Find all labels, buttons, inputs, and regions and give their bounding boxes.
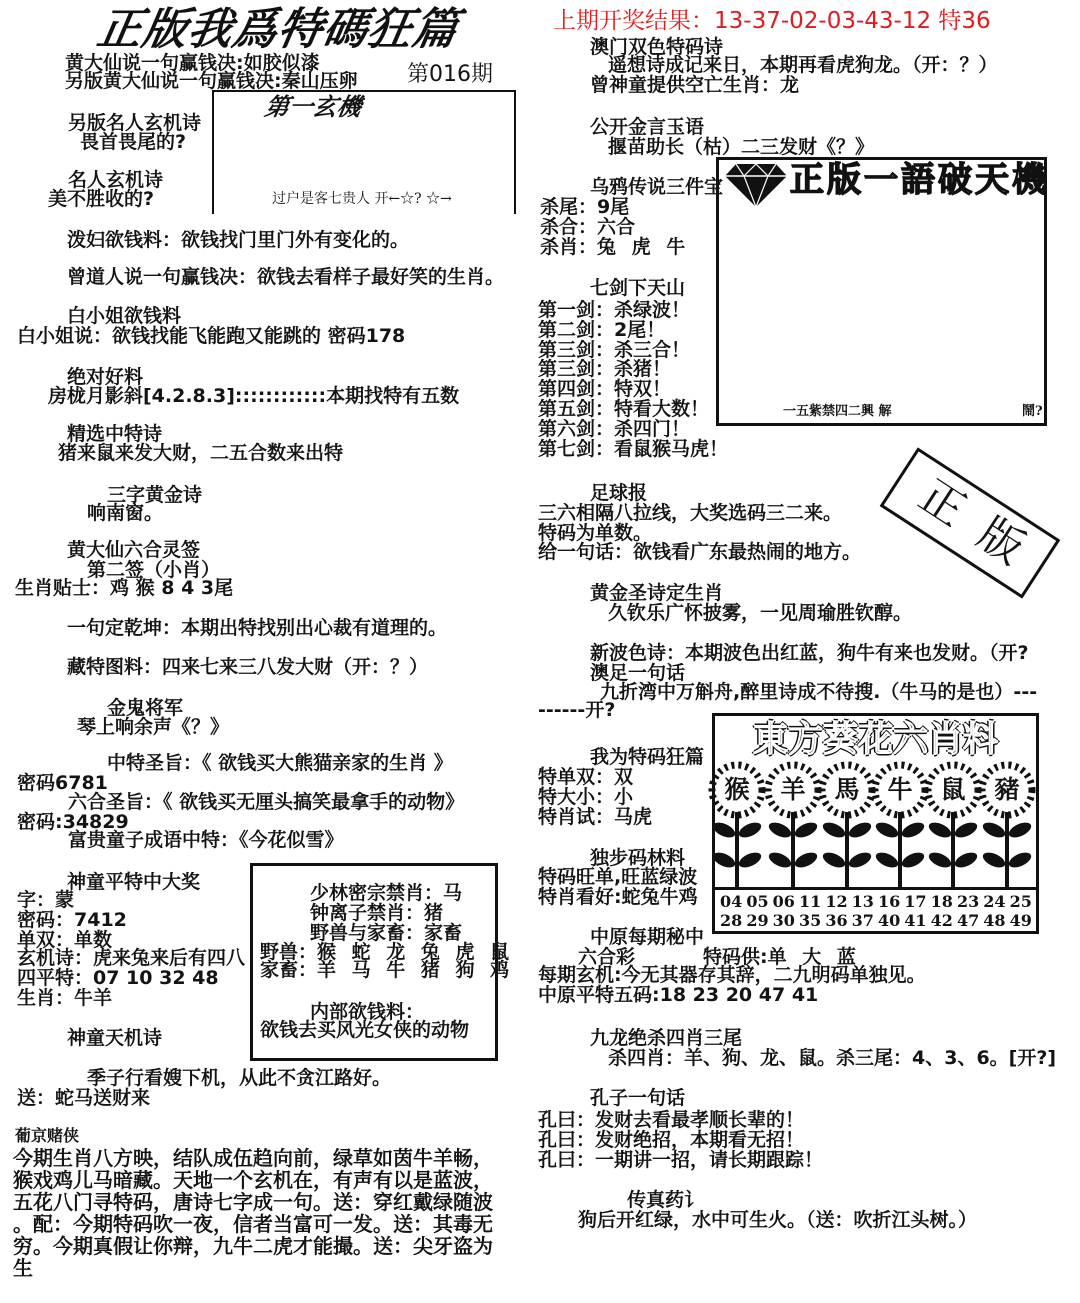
edict-code: 密码:34829 bbox=[17, 811, 129, 833]
number: 30 bbox=[772, 911, 795, 930]
sunflower-title: 東方葵花六肖料 bbox=[752, 720, 998, 760]
xuanji-riddle: 过户是客七贵人 开←☆? ☆→ bbox=[272, 191, 452, 207]
number: 24 bbox=[983, 892, 1006, 911]
tianji-title: 正版一語破天機 bbox=[790, 160, 1049, 200]
one-phrase: 一句定乾坤：本期出特找别出心裁有道理的。 bbox=[67, 617, 448, 639]
prodigy-title: 神童平特中大奖 bbox=[67, 871, 201, 893]
three-char-poem-title: 三字黄金诗 bbox=[107, 484, 203, 506]
zodiac-char: 馬 bbox=[834, 775, 860, 804]
macau-football-line: 九折湾中万斛舟,醉里诗成不待搜.（牛马的是也）--- bbox=[600, 681, 1038, 703]
selected-poem-title: 精选中特诗 bbox=[67, 423, 163, 445]
gambler-title: 葡京赌侠 bbox=[15, 1126, 80, 1145]
macau-poem-title: 澳门双色特码诗 bbox=[590, 36, 724, 58]
miss-bai-title: 白小姐欲钱料 bbox=[67, 305, 182, 327]
number: 42 bbox=[930, 911, 953, 930]
unique-line: 特码旺单,旺蓝绿波 bbox=[538, 866, 698, 888]
football-line: 三六相隔八拉线，大奖选码三二来。 bbox=[538, 502, 843, 524]
edict-code: 密码6781 bbox=[17, 772, 108, 794]
number: 11 bbox=[798, 892, 822, 911]
number: 04 bbox=[720, 892, 743, 911]
crow-title: 乌鸦传说三件宝 bbox=[590, 176, 724, 198]
shaolin-line: 野兽与家畜：家畜 bbox=[310, 922, 463, 944]
gambler-line: 。配：今期特码吹一夜，信者当富可一发。送：其毒无 bbox=[13, 1212, 493, 1236]
number: 47 bbox=[956, 911, 980, 930]
idiom-tip: 富贵童子成语中特：《今花似雪》 bbox=[68, 829, 344, 851]
sunflower-icon bbox=[817, 760, 877, 890]
absolute-tip-title: 绝对好料 bbox=[67, 366, 144, 388]
sword-line: 第一剑：杀绿波！ bbox=[538, 299, 691, 321]
fax-text: 狗后开红绿，水中可生火。（送：吹折江头树。） bbox=[578, 1209, 978, 1231]
shrew-tip: 泼妇欲钱料：欲钱找门里门外有变化的。 bbox=[67, 229, 410, 251]
prodigy-line: 玄机诗：虎来兔来后有四八 bbox=[17, 947, 246, 969]
nine-dragons-title: 九龙绝杀四肖三尾 bbox=[590, 1027, 743, 1049]
sunflower-icon bbox=[763, 760, 823, 890]
famous-poem-answer: 美不胜收的? bbox=[48, 188, 155, 210]
zhongyuan-title: 中原每期秘中 bbox=[590, 926, 705, 948]
gold-ghost-text: 琴上响余声《？》 bbox=[77, 716, 230, 738]
zodiac-char: 豬 bbox=[994, 775, 1020, 804]
sword-line: 第四剑：特双！ bbox=[538, 378, 672, 400]
zhongyuan-subtitle: 六合彩 bbox=[578, 946, 636, 968]
inner-tip-text: 欲钱去买风光女侠的动物 bbox=[260, 1019, 470, 1041]
crazy-line: 特大小：小 bbox=[538, 786, 634, 808]
prodigy-poem-text: 季子行看嫂下机，从此不贪江路好。 bbox=[87, 1067, 392, 1089]
sunflower-icon bbox=[923, 760, 983, 890]
confucius-line: 孔曰：发财去看最孝顺长辈的！ bbox=[538, 1109, 805, 1131]
sword-line: 第七剑：看鼠猴马虎！ bbox=[538, 438, 729, 460]
seven-swords-title: 七剑下天山 bbox=[590, 277, 686, 299]
gambler-line: 猴戏鸡儿马暗藏。天地一个玄机在，有声有以是蓝波， bbox=[13, 1168, 493, 1192]
number: 41 bbox=[904, 911, 927, 930]
number: 29 bbox=[746, 911, 769, 930]
golden-poem-text: 久钦乐广怀披雾，一见周瑜胜钦醇。 bbox=[608, 602, 913, 624]
sword-line: 第五剑：特看大数！ bbox=[538, 398, 710, 420]
gambler-line: 穷。今期真假让你辩，九牛二虎才能撮。送：尖牙盗为 bbox=[13, 1234, 493, 1258]
football-line: 给一句话：欲钱看广东最热闹的地方。 bbox=[538, 541, 862, 563]
prodigy-line: 密码：7412 bbox=[17, 909, 127, 931]
selected-poem-text: 猪来鼠来发大财，二五合数来出特 bbox=[58, 442, 344, 464]
three-char-poem-text: 响南窗。 bbox=[87, 502, 164, 524]
diamond-icon bbox=[724, 162, 788, 208]
golden-words-title: 公开金言玉语 bbox=[590, 116, 705, 138]
shaolin-line: 少林密宗禁肖：马 bbox=[310, 882, 463, 904]
golden-poem-title: 黄金圣诗定生肖 bbox=[590, 582, 724, 604]
empty-zodiac: 曾神童提供空亡生肖：龙 bbox=[590, 74, 800, 96]
hidden-chart: 藏特图料：四来七来三八发大财（开：？） bbox=[67, 656, 429, 678]
number: 49 bbox=[1009, 911, 1032, 930]
tianji-footer-question: 鬧? bbox=[1022, 404, 1043, 419]
nine-dragons-text: 杀四肖：羊、狗、龙、鼠。杀三尾：4、3、6。[开?] bbox=[608, 1047, 1057, 1069]
edict-text: 六合圣旨：《 欲钱买无厘头搞笑最拿手的动物》 bbox=[68, 791, 465, 813]
issue-number: 第016期 bbox=[407, 62, 493, 87]
sword-line: 第六剑：杀四门！ bbox=[538, 418, 691, 440]
number: 18 bbox=[930, 892, 953, 911]
xuanji-title: 第一玄機 bbox=[262, 93, 364, 121]
macau-football-title: 澳足一句话 bbox=[590, 662, 686, 684]
wealth-tip-alt: 另版黄大仙说一句赢钱决:秦山压卵 bbox=[65, 70, 358, 92]
wild-animals: 野兽：猴 蛇 龙 兔 虎 鼠 bbox=[260, 941, 510, 963]
zodiac-char: 羊 bbox=[780, 775, 806, 804]
gambler-line: 今期生肖八方映，结队成伍趋向前，绿草如茵牛羊畅， bbox=[13, 1146, 493, 1170]
authentic-stamp: 正版 bbox=[880, 447, 1061, 598]
prodigy-line: 四平特：07 10 32 48 bbox=[17, 967, 219, 989]
number: 13 bbox=[851, 892, 874, 911]
number: 23 bbox=[956, 892, 980, 911]
shaolin-line: 钟离子禁肖：猪 bbox=[310, 902, 444, 924]
sunflower-icon bbox=[977, 760, 1037, 890]
number: 16 bbox=[877, 892, 901, 911]
alt-poem-title: 另版名人玄机诗 bbox=[68, 112, 202, 134]
crazy-title: 我为特码狂篇 bbox=[590, 746, 705, 768]
absolute-tip-text: 房栊月影斜[4.2.8.3]::::::::::::本期找特有五数 bbox=[48, 385, 460, 407]
confucius-title: 孔子一句话 bbox=[590, 1087, 686, 1109]
sword-line: 第三剑：杀猪！ bbox=[538, 358, 672, 380]
gambler-line: 生 bbox=[13, 1256, 33, 1280]
macau-football-line: ------开? bbox=[538, 699, 616, 721]
sunflower-icon bbox=[707, 760, 767, 890]
confucius-line: 孔曰：发财绝招，本期看无招！ bbox=[538, 1129, 805, 1151]
confucius-line: 孔曰：一期讲一招，请长期跟踪！ bbox=[538, 1149, 824, 1171]
zhongyuan-supply: 特码供:单 大 蓝 bbox=[703, 946, 856, 968]
number: 12 bbox=[825, 892, 848, 911]
zodiac-char: 鼠 bbox=[940, 775, 966, 804]
golden-words-text: 揠苗助长（枯）二三发财《？》 bbox=[608, 136, 875, 158]
wave-poem: 新波色诗：本期波色出红蓝，狗牛有来也发财。（开? bbox=[590, 642, 1029, 664]
number: 35 bbox=[798, 911, 822, 930]
miss-bai-text: 白小姐说：欲钱找能飞能跑又能跳的 密码178 bbox=[17, 325, 406, 347]
prodigy-line: 字：蒙 bbox=[17, 889, 75, 911]
number: 37 bbox=[851, 911, 874, 930]
macau-poem-text: 遥想诗成记来日，本期再看虎狗龙。（开：？） bbox=[608, 54, 998, 76]
zodiac-char: 猴 bbox=[724, 775, 750, 804]
football-line: 特码为单数。 bbox=[538, 522, 653, 544]
crazy-line: 特肖试：马虎 bbox=[538, 806, 653, 828]
alt-poem-answer: 畏首畏尾的? bbox=[80, 131, 187, 153]
gold-ghost-title: 金鬼将军 bbox=[107, 697, 184, 719]
domestic-animals: 家畜：羊 马 牛 猪 狗 鸡 bbox=[260, 959, 510, 981]
sword-line: 第二剑：2尾！ bbox=[538, 319, 666, 341]
number: 25 bbox=[1009, 892, 1032, 911]
crazy-line: 特单双：双 bbox=[538, 766, 634, 788]
lucky-stick-title: 黄大仙六合灵签 bbox=[67, 539, 201, 561]
crow-line: 杀尾：9尾 bbox=[540, 196, 630, 218]
number-divider bbox=[712, 887, 1039, 890]
sword-line: 第三剑：杀三合！ bbox=[538, 339, 691, 361]
crow-line: 杀合：六合 bbox=[540, 216, 636, 238]
prodigy-poem-gift: 送：蛇马送财来 bbox=[17, 1087, 151, 1109]
prodigy-line: 生肖：牛羊 bbox=[17, 987, 113, 1009]
lucky-stick-subtitle: 第二签（小肖） bbox=[87, 559, 221, 581]
last-draw-result: 上期开奖结果：13-37-02-03-43-12 特36 bbox=[553, 8, 991, 34]
crow-line: 杀肖：兔 虎 牛 bbox=[540, 236, 686, 258]
inner-tip-title: 内部欲钱料： bbox=[310, 1001, 425, 1023]
zhongyuan-line: 每期玄机:今无其器存其辞，二九明码单独见。 bbox=[538, 964, 926, 986]
unique-title: 独步码林料 bbox=[590, 847, 686, 869]
football-title: 足球报 bbox=[590, 482, 648, 504]
prodigy-line: 单双：单数 bbox=[17, 929, 113, 951]
zodiac-char: 牛 bbox=[887, 775, 913, 804]
wealth-tip: 黄大仙说一句赢钱决:如胶似漆 bbox=[65, 52, 320, 74]
number: 05 bbox=[746, 892, 769, 911]
number: 17 bbox=[904, 892, 927, 911]
zeng-tip: 曾道人说一句赢钱决：欲钱去看样子最好笑的生肖。 bbox=[67, 266, 505, 288]
number: 28 bbox=[720, 911, 743, 930]
number: 36 bbox=[825, 911, 848, 930]
number-row bbox=[716, 893, 1036, 911]
famous-poem-title: 名人玄机诗 bbox=[68, 169, 164, 191]
number: 48 bbox=[983, 911, 1006, 930]
page-title: 正版我爲特碼狂篇 bbox=[93, 4, 463, 55]
edict-text: 中特圣旨：《 欲钱买大熊猫亲家的生肖 》 bbox=[107, 752, 453, 774]
fax-title: 传真药讠 bbox=[627, 1189, 704, 1211]
sunflower-icon bbox=[870, 760, 930, 890]
lucky-stick-tip: 生肖贴士：鸡 猴 8 4 3尾 bbox=[15, 577, 234, 599]
number-row bbox=[716, 912, 1036, 930]
tianji-footer-riddle: 一五紫禁四二興 解 bbox=[783, 404, 892, 419]
number: 40 bbox=[877, 911, 901, 930]
zhongyuan-line: 中原平特五码:18 23 20 47 41 bbox=[538, 984, 819, 1006]
prodigy-poem-title: 神童天机诗 bbox=[67, 1027, 163, 1049]
gambler-line: 五花八门寻特码，唐诗七字成一句。送：穿红戴绿随波 bbox=[13, 1190, 493, 1214]
number: 06 bbox=[772, 892, 795, 911]
unique-line: 特肖看好:蛇兔牛鸡 bbox=[538, 886, 698, 908]
